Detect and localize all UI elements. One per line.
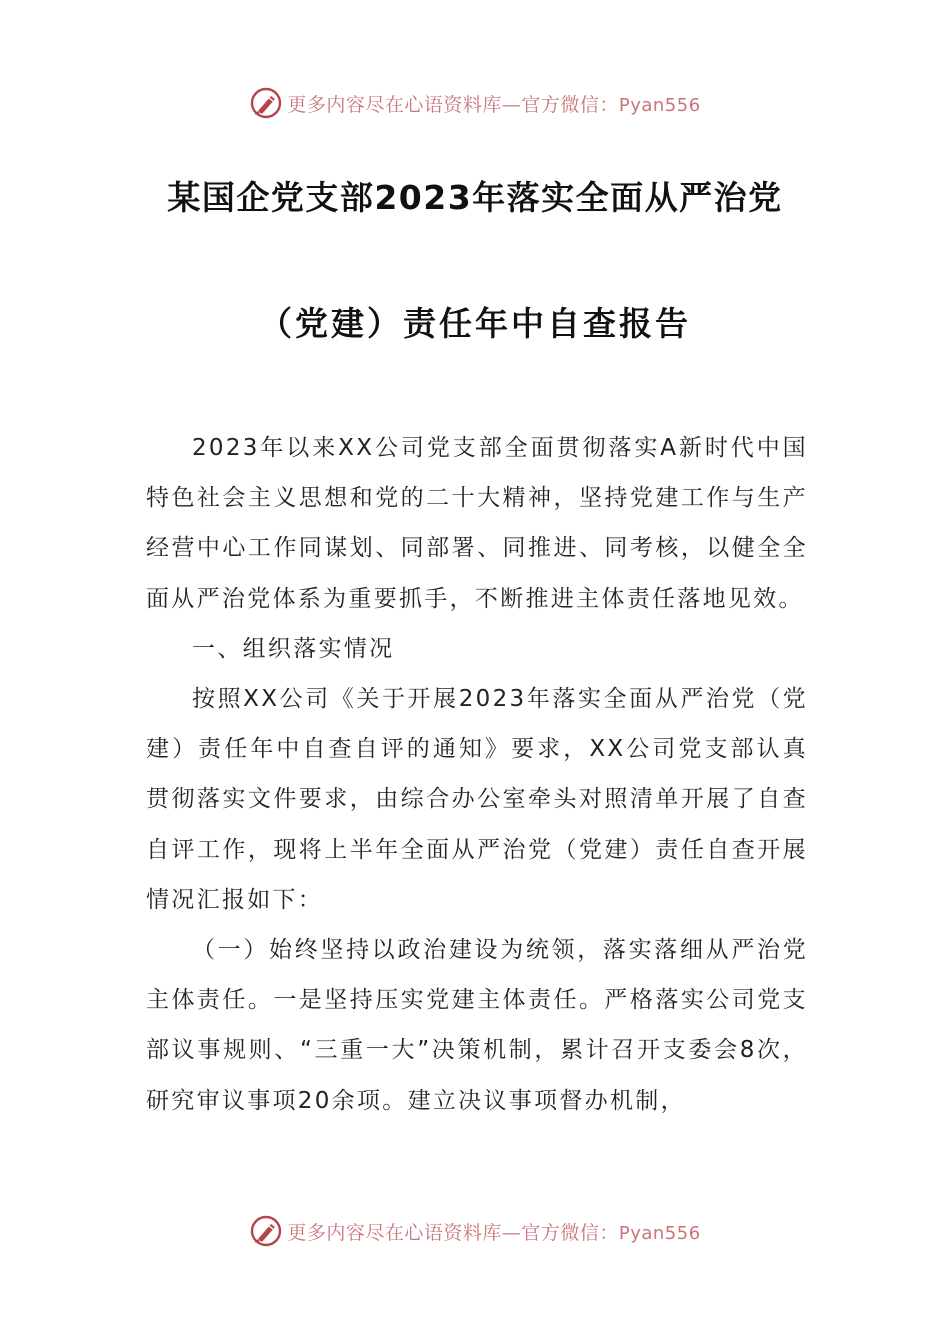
paragraph-subsection-1: （一）始终坚持以政治建设为统领，落实落细从严治党主体责任。一是坚持压实党建主体责任。严格落实公司党支部议事规则、“三重一大”决策机制，累计召开支委会8次，研究审议事项20余项。建立决议事项督办机制， [146, 937, 808, 1114]
watermark-wechat-id: Pyan556 [618, 1222, 701, 1244]
watermark-label: 更多内容尽在心语资料库—官方微信： [287, 93, 619, 116]
document-title-line-2: （党建）责任年中自查报告 [259, 304, 691, 343]
paragraph-intro: 2023年以来XX公司党支部全面贯彻落实A新时代中国特色社会主义思想和党的二十大精神，坚持党建工作与生产经营中心工作同谋划、同部署、同推进、同考核，以健全全面从严治党体系为重要抓手，不断推进主体责任落地见效。 [146, 435, 808, 612]
pen-nib-icon [249, 86, 283, 120]
watermark-banner-bottom [0, 1211, 950, 1251]
watermark-banner-top [0, 83, 950, 123]
section-heading: 一、组织落实情况 [192, 635, 395, 662]
watermark-text [287, 90, 700, 117]
watermark-wechat-id: Pyan556 [618, 94, 701, 116]
watermark-text [287, 1218, 700, 1245]
watermark-label: 更多内容尽在心语资料库—官方微信： [287, 1221, 619, 1244]
paragraph-notice: 按照XX公司《关于开展2023年落实全面从严治党（党建）责任年中自查自评的通知》要求，XX公司党支部认真贯彻落实文件要求，由综合办公室牵头对照清单开展了自查自评工作，现将上半年全面从严治党（党建）责任自查开展情况汇报如下： [146, 686, 808, 913]
document-body [146, 423, 808, 1126]
pen-nib-icon [249, 1214, 283, 1248]
document-title-line-1: 某国企党支部2023年落实全面从严治党 [167, 178, 783, 217]
